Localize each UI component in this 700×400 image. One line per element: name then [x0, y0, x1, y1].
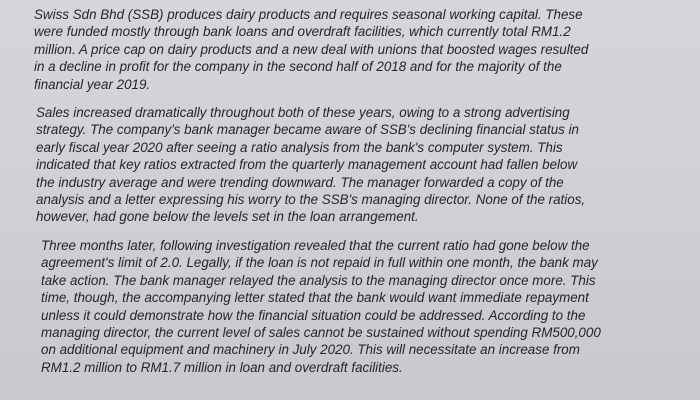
paragraph-line: on additional equipment and machinery in July 2020. This will necessitate an increase from	[41, 342, 580, 358]
paragraph-line: Three months later, following investigation revealed that the current ratio had gone below the	[41, 237, 590, 253]
paragraph-line: the industry average and were trending downward. The manager forwarded a copy of the	[36, 174, 564, 190]
paragraph-line: strategy. The company's bank manager became aware of SSB's declining financial status in	[36, 122, 580, 138]
paragraph-line: Sales increased dramatically throughout both of these years, owing to a strong advertising	[36, 105, 570, 121]
paragraph-line: million. A price cap on dairy products and a new deal with unions that boosted wages resulted	[34, 41, 589, 57]
paragraph-line: agreement's limit of 2.0. Legally, if the loan is not repaid in full within one month, the bank may	[41, 255, 598, 271]
paragraph-2	[34, 104, 670, 226]
paragraph-line: analysis and a letter expressing his worry to the SSB's managing director. None of the ratios,	[36, 192, 586, 208]
paragraph-line: Swiss Sdn Bhd (SSB) produces dairy products and requires seasonal working capital. These	[34, 7, 583, 22]
paragraph-line: however, had gone below the levels set in the loan arrangement.	[36, 209, 419, 225]
paragraph-line: were funded mostly through bank loans and overdraft facilities, which currently total RM1.2	[34, 24, 571, 40]
paragraph-3	[34, 237, 670, 376]
paragraph-line: take action. The bank manager relayed the analysis to the managing director once more. This	[41, 272, 596, 288]
paragraph-line: in a decline in profit for the company in the second half of 2018 and for the majority of the	[34, 59, 562, 75]
paragraph-line: unless it could demonstrate how the financial situation could be addressed. According to the	[41, 307, 586, 323]
paragraph-line: time, though, the accompanying letter stated that the bank would want immediate repayment	[41, 290, 589, 306]
paragraph-line: RM1.2 million to RM1.7 million in loan and overdraft facilities.	[41, 359, 403, 375]
paragraph-line: financial year 2019.	[34, 76, 151, 92]
paragraph-line: managing director, the current level of sales cannot be sustained without spending RM500,000	[41, 324, 601, 340]
paragraph-line: early fiscal year 2020 after seeing a ratio analysis from the bank's computer system. This	[36, 139, 563, 155]
paragraph-1	[34, 6, 670, 93]
paragraph-line: indicated that key ratios extracted from the quarterly management account had fallen below	[36, 157, 578, 173]
